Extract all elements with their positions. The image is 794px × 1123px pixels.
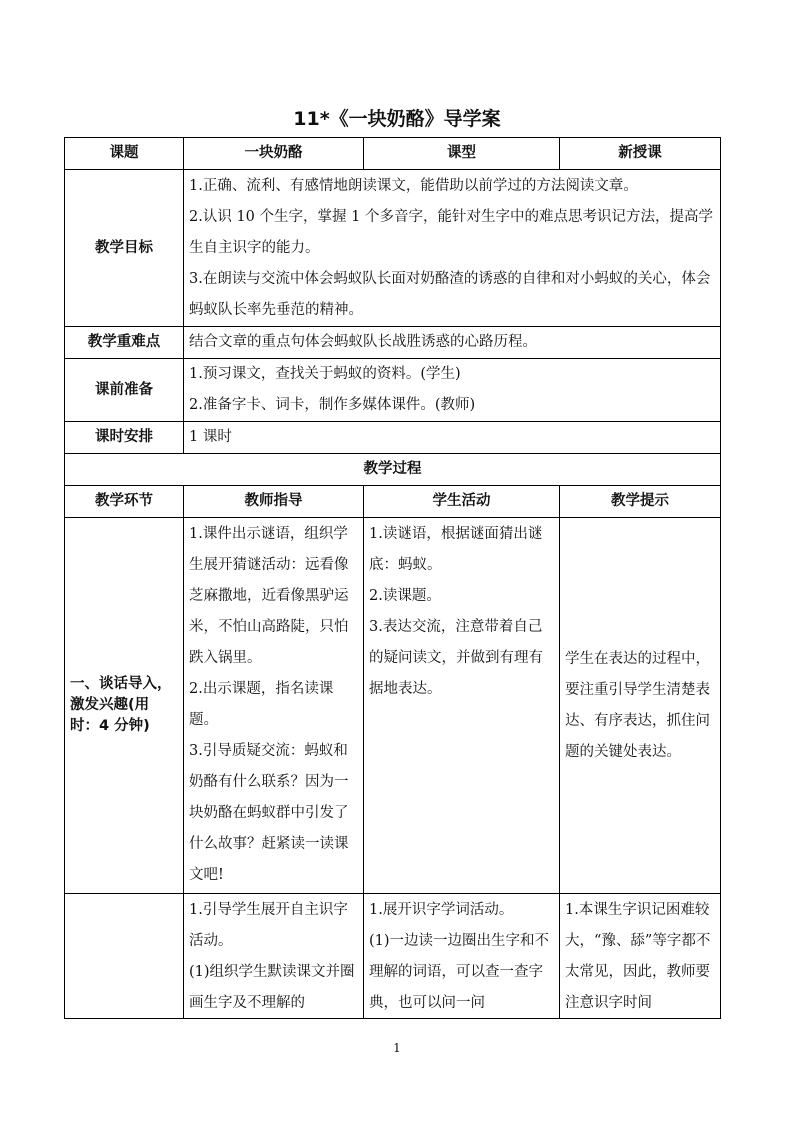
page-number: 1 — [393, 1041, 401, 1055]
topic-label: 课题 — [65, 138, 184, 170]
student-step: 3.表达交流，注意带着自己的疑问读文，并做到有理有据地表达。 — [369, 619, 543, 697]
teacher-guidance-cell — [184, 518, 364, 894]
process-columns-row — [65, 486, 721, 518]
column-header: 教学环节 — [65, 486, 184, 518]
column-header: 教师指导 — [184, 486, 364, 518]
key-points-label: 教学重难点 — [65, 327, 184, 359]
teaching-tip-cell: 学生在表达的过程中，要注重引导学生清楚表达、有序表达，抓住问题的关键处表达。 — [560, 518, 721, 894]
goal-item: 2.认识 10 个生字，掌握 1 个多音字，能针对生字中的难点思考识记方法，提高学生自主识字的能力。 — [189, 208, 713, 256]
process-row — [65, 518, 721, 894]
student-activity-cell — [364, 518, 560, 894]
preparation-row — [65, 359, 721, 422]
type-label: 课型 — [364, 138, 560, 170]
teacher-step: (1)组织学生默读课文并圈画生字及不理解的 — [189, 964, 355, 1011]
key-points-row — [65, 327, 721, 359]
goals-content — [184, 170, 721, 327]
lesson-plan-table — [64, 137, 721, 1019]
page-title: 11*《一块奶酪》导学案 — [293, 108, 501, 130]
student-step: (1)一边读一边圈出生字和不理解的词语，可以查一查字典，也可以问一问 — [369, 933, 550, 1011]
goals-row — [65, 170, 721, 327]
teaching-tip-cell — [560, 894, 721, 1019]
schedule-value: 1 课时 — [184, 422, 721, 454]
preparation-item: 1.预习课文，查找关于蚂蚁的资料。(学生) — [189, 366, 461, 382]
goal-item: 3.在朗读与交流中体会蚂蚁队长面对奶酪渣的诱惑的自律和对小蚂蚁的关心，体会蚂蚁队长率先垂范的精神。 — [189, 270, 711, 318]
key-points-value: 结合文章的重点句体会蚂蚁队长战胜诱惑的心路历程。 — [184, 327, 721, 359]
teacher-step: 1.引导学生展开自主识字活动。 — [189, 902, 348, 949]
preparation-content — [184, 359, 721, 422]
schedule-row — [65, 422, 721, 454]
topic-value: 一块奶酪 — [184, 138, 364, 170]
column-header: 学生活动 — [364, 486, 560, 518]
stage-cell — [65, 894, 184, 1019]
student-step: 1.展开识字学词活动。 — [369, 902, 514, 918]
type-value: 新授课 — [560, 138, 721, 170]
teaching-tip-text: 1.本课生字识记困难较大，“豫、舔”等字都不太常见，因此，教师要注意识字时间 — [565, 902, 711, 1011]
teacher-step: 3.引导质疑交流：蚂蚁和奶酪有什么联系？因为一块奶酪在蚂蚁群中引发了什么故事？赶紧读一读课文吧! — [189, 743, 349, 883]
process-heading: 教学过程 — [65, 454, 721, 486]
preparation-label: 课前准备 — [65, 359, 184, 422]
header-row — [65, 138, 721, 170]
stage-cell: 一、谈话导入，激发兴趣(用时：4 分钟) — [65, 518, 184, 894]
teacher-step: 2.出示课题，指名读课题。 — [189, 681, 334, 728]
process-heading-row — [65, 454, 721, 486]
goals-label: 教学目标 — [65, 170, 184, 327]
student-step: 1.读谜语，根据谜面猜出谜底：蚂蚁。 — [369, 526, 543, 573]
preparation-item: 2.准备字卡、词卡，制作多媒体课件。(教师) — [189, 397, 476, 413]
schedule-label: 课时安排 — [65, 422, 184, 454]
student-step: 2.读课题。 — [369, 588, 441, 604]
teacher-guidance-cell — [184, 894, 364, 1019]
teacher-step: 1.课件出示谜语，组织学生展开猜谜活动：远看像芝麻撒地，近看像黑驴运米，不怕山高路陡，只怕跌入锅里。 — [189, 526, 349, 666]
goal-item: 1.正确、流利、有感情地朗读课文，能借助以前学过的方法阅读文章。 — [189, 177, 638, 194]
column-header: 教学提示 — [560, 486, 721, 518]
student-activity-cell — [364, 894, 560, 1019]
process-row — [65, 894, 721, 1019]
